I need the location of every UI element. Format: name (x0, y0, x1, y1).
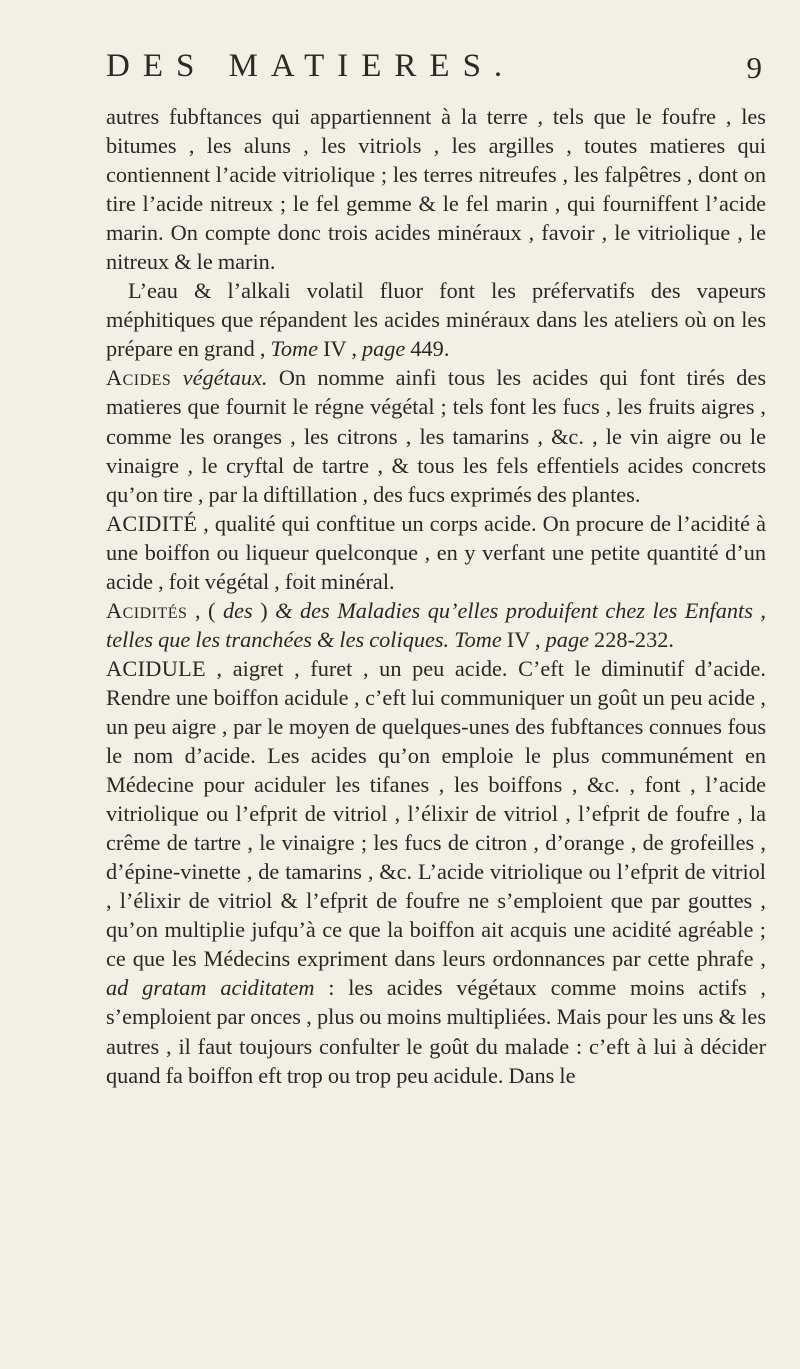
entry-text: IV , (318, 336, 362, 362)
entry-italic-text: des (222, 597, 253, 623)
entry-text: : les acides végétaux comme moins actifs , s’emploient par onces , plus ou moins multipliées. Mais pour les uns & les autres , il faut toujours confulter le goût du malade : c’eft à lui à décider quand fa boiffon eft trop ou trop peu acidule. Dans le (106, 975, 766, 1088)
entry-text: , qualité qui conftitue un corps acide. On procure de l’acidité à une boiffon ou liqueur quelconque , en y verfant une petite quantité d’un acide , foit végétal , foit minéral. (106, 510, 766, 594)
entry-headword-qualifier: végétaux. (182, 365, 268, 391)
entry-text: ) (252, 597, 276, 623)
entry-text: IV , (501, 626, 546, 652)
entry-paragraph (106, 276, 766, 363)
entry-italic-text: & des Maladies qu’elles produifent chez les Enfants , telles que les tranchées & les coliques. Tome (106, 597, 767, 652)
entry-headword: ACIDITÉ (106, 510, 198, 536)
entry-acidite (106, 509, 766, 596)
entry-text: 449. (405, 336, 450, 362)
entry-continuation (106, 102, 766, 276)
entry-acidites (106, 596, 766, 654)
entry-acides-vegetaux (106, 363, 766, 508)
entry-text: , aigret , furet , un peu acide. C’eft le diminutif d’acide. Rendre une boiffon acidule , c’eft lui communiquer un goût un peu acide , un peu aigre , par le moyen de quelques-unes des fubftances connues fous le nom d’acide. Les acides qu’on emploie le plus communément en Médecine pour aciduler les tifanes , les boiffons , &c. , font , l’acide vitriolique ou l’efprit de vitriol , l’élixir de vitriol , l’efprit de foufre , la crême de tartre , le vinaigre ; les fucs de citron , d’orange , de grofeilles , d’épine-vinette , de tamarins , &c. L’acide vitriolique ou l’efprit de vitriol , l’élixir de vitriol & l’efprit de foufre ne s’emploient que par gouttes , qu’on multiplie jufqu’à ce que la boiffon ait acquis une acidité agréable ; ce que les Médecins expriment dans leurs ordonnances par cette phrafe , (106, 655, 766, 972)
entry-text: , ( (187, 597, 223, 623)
entry-acidule (106, 654, 766, 1090)
volume-reference: Tome (270, 336, 319, 362)
page-number: 9 (746, 50, 762, 85)
entry-headword: ACIDULE (106, 655, 206, 681)
page-reference: page (545, 626, 589, 652)
entry-text: On nomme ainfi tous les acides qui font tirés des matieres que fournit le régne végétal ; tels font les fucs , les fruits aigres , comme les oranges , les citrons , les tamarins , &c. , le vin aigre ou le vinaigre , le cryftal de tartre , & tous les fels effentiels acides concrets qu’on tire , par la diftillation , des fucs exprimés des plantes. (106, 365, 766, 507)
entry-headword: Acides (106, 365, 172, 391)
entry-headword: Acidités (106, 597, 188, 623)
latin-phrase: ad gratam aciditatem (106, 975, 315, 1001)
page-reference: page (361, 336, 406, 362)
page-header (106, 50, 766, 102)
entry-text: L’eau & l’alkali volatil fluor font les préfervatifs des vapeurs méphitiques que répandent les acides minéraux dans les ateliers où on les prépare en grand , (106, 278, 766, 362)
page-body (106, 102, 766, 1090)
running-head: DES MATIERES. (106, 48, 516, 84)
entry-text: autres fubftances qui appartiennent à la terre , tels que le foufre , les bitumes , les aluns , les vitriols , les argilles , toutes matieres qui contiennent l’acide vitriolique ; les terres nitreufes , les falpêtres , dont on tire l’acide nitreux ; le fel gemme & le fel marin , qui fourniffent l’acide marin. On compte donc trois acides minéraux , favoir , le vitriolique , le nitreux & le marin. (106, 104, 766, 275)
entry-text: 228-232. (588, 626, 674, 652)
